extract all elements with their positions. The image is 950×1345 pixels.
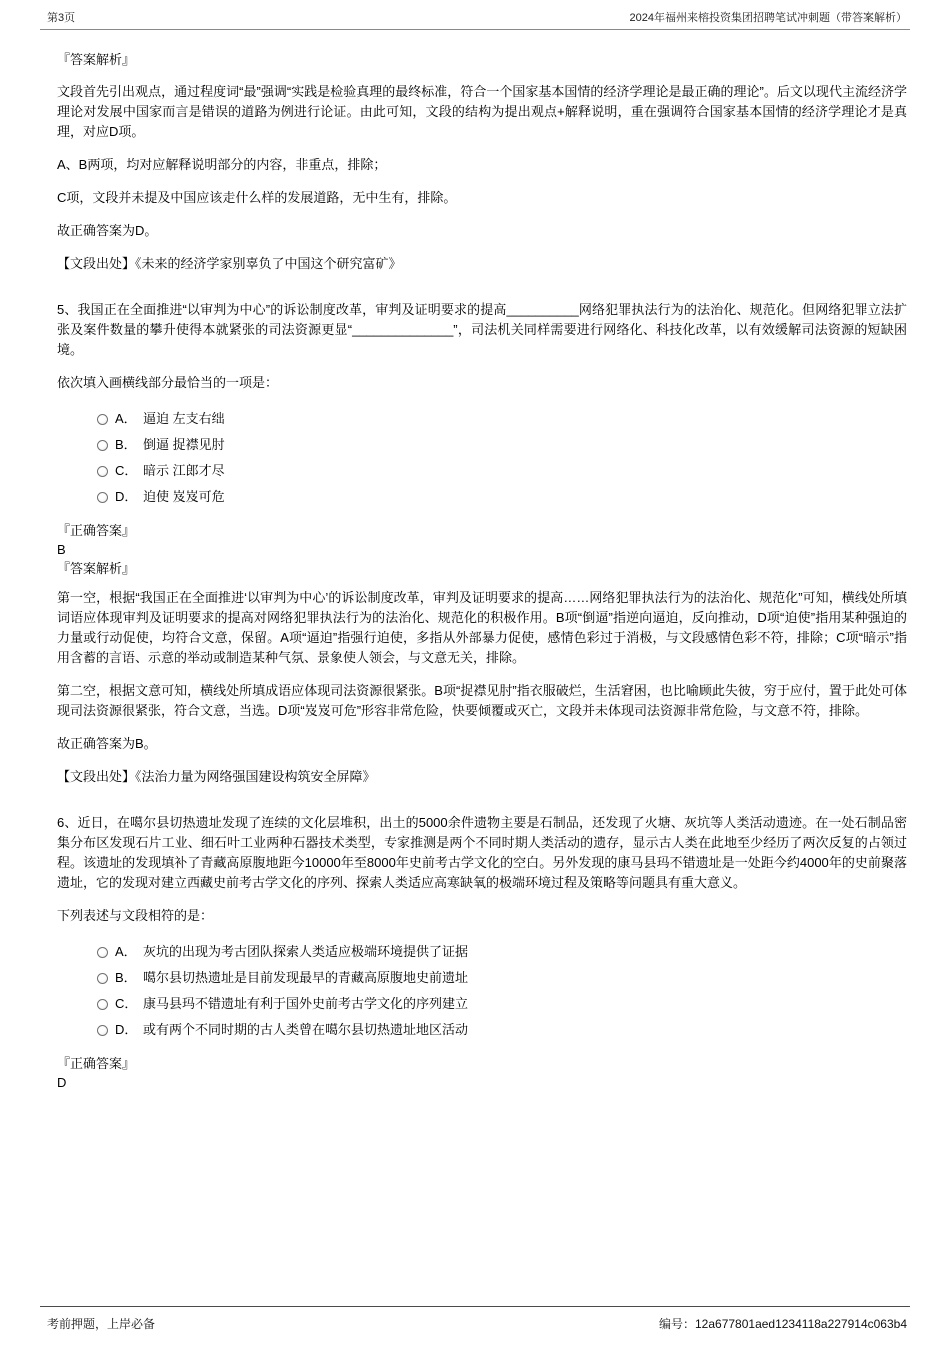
option-radio[interactable] [97,973,108,984]
option-row-d[interactable] [97,484,907,510]
source-text: 【文段出处】《法治力量为网络强国建设构筑安全屏障》 [57,769,376,784]
option-letter: D． [115,1022,138,1037]
question-6 [57,813,907,1092]
option-text: 暗示 江郎才尽 [143,463,225,478]
option-text: 康马县玛不错遗址有利于国外史前考古学文化的序列建立 [143,996,469,1011]
question-stem: 6、近日，在噶尔县切热遗址发现了连续的文化层堆积，出土的5000余件遗物主要是石制品，还发现了火塘、灰坑等人类活动遗迹。在一处石制品密集分布区发现石片工业、细石叶工业两种石器技术类型，专家推测是两个不同时期人类活动的遗存，显示古人类在此地至少经历了两次反复的占领过程。该遗址的发现填补了青藏高原腹地距今10000年至8000年史前考古学文化的空白。另外发现的康马县玛不错遗址是一处距今约4000年的史前聚落遗址，它的发现对建立西藏史前考古学文化的序列、探索人类适应高寒缺氧的极端环境过程及策略等问题具有重大意义。 [57,815,907,890]
analysis-label: 『答案解析』 [57,52,136,67]
option-letter: B． [115,970,137,985]
option-radio[interactable] [97,947,108,958]
option-letter: A． [115,944,137,959]
document-code: 编号：12a677801aed1234118a227914c063b4 [659,1317,907,1331]
analysis-paragraph: 文段首先引出观点，通过程度词“最”强调“实践是检验真理的最终标准，符合一个国家基本国情的经济学理论是最正确的理论”。后文以现代主流经济学理论对发展中国家而言是错误的道路为例进行论证。由此可知，文段的结构为提出观点+解释说明，重在强调符合国家基本国情的经济学理论才是真理，对应D项。 [57,84,907,139]
analysis-paragraph: 第一空，根据“我国正在全面推进‘以审判为中心’的诉讼制度改革，审判及证明要求的提高……网络犯罪执法行为的法治化、规范化”可知，横线处所填词语应体现审判及证明要求的提高对网络犯罪执法行为的法治化、规范化的积极作用。B项“倒逼”指逆向逼迫，反向推动，D项“迫使”指用某种强迫的力量或行动促使，均符合文意，保留。A项“逼迫”指强行迫使，多指从外部暴力促使，感情色彩过于消极，与文段感情色彩不符，排除；C项“暗示”指用含蓄的言语、示意的举动或制造某种气氛、景象使人领会，与文意无关，排除。 [57,590,907,665]
option-letter: C． [115,996,138,1011]
analysis-paragraph: C项，文段并未提及中国应该走什么样的发展道路，无中生有，排除。 [57,190,457,205]
option-row-a[interactable] [97,406,907,432]
conclusion-text: 故正确答案为B。 [57,736,157,751]
page-header [40,0,910,30]
option-radio[interactable] [97,440,108,451]
correct-answer-label: 『正确答案』 [57,1056,136,1071]
options-list [97,406,907,510]
question-prompt: 依次填入画横线部分最恰当的一项是： [57,375,279,390]
option-text: 灰坑的出现为考古团队探索人类适应极端环境提供了证据 [143,944,469,959]
correct-answer-value: B [57,542,66,557]
analysis-paragraph: A、B两项，均对应解释说明部分的内容，非重点，排除； [57,157,387,172]
option-letter: D． [115,489,138,504]
analysis-label: 『答案解析』 [57,561,136,576]
conclusion-text: 故正确答案为D。 [57,223,158,238]
correct-answer-label: 『正确答案』 [57,523,136,538]
option-row-c[interactable] [97,991,907,1017]
option-text: 倒逼 捉襟见肘 [143,437,225,452]
option-text: 或有两个不同时期的古人类曾在噶尔县切热遗址地区活动 [143,1022,469,1037]
option-radio[interactable] [97,466,108,477]
page-footer [40,1306,910,1332]
option-letter: C． [115,463,138,478]
analysis-paragraph: 第二空，根据文意可知，横线处所填成语应体现司法资源很紧张。B项“捉襟见肘”指衣服破烂，生活窘困，也比喻顾此失彼，穷于应付，置于此处可体现司法资源很紧张，符合文意，当选。D项“岌岌可危”形容非常危险，快要倾覆或灭亡，文段并未体现司法资源非常危险，与文意不符，排除。 [57,683,907,718]
option-row-a[interactable] [97,939,907,965]
option-letter: B． [115,437,137,452]
option-text: 噶尔县切热遗址是目前发现最早的青藏高原腹地史前遗址 [143,970,469,985]
option-row-b[interactable] [97,432,907,458]
page-body [0,30,950,1092]
option-radio[interactable] [97,414,108,425]
source-text: 【文段出处】《未来的经济学家别辜负了中国这个研究富矿》 [57,256,402,271]
footer-slogan: 考前押题，上岸必备 [47,1317,156,1331]
option-text: 逼迫 左支右绌 [143,411,225,426]
option-radio[interactable] [97,492,108,503]
correct-answer-value: D [57,1075,67,1090]
option-row-d[interactable] [97,1017,907,1043]
document-title: 2024年福州来榕投资集团招聘笔试冲刺题（带答案解析） [629,12,907,24]
previous-question-analysis [57,50,907,274]
option-radio[interactable] [97,999,108,1010]
option-letter: A． [115,411,137,426]
options-list [97,939,907,1043]
option-text: 迫使 岌岌可危 [143,489,225,504]
option-radio[interactable] [97,1025,108,1036]
question-stem: 5、我国正在全面推进“以审判为中心”的诉讼制度改革，审判及证明要求的提高__________网络犯罪执法行为的法治化、规范化。但网络犯罪立法扩张及案件数量的攀升使得本就紧张的司法资源更显“______________”，司法机关同样需要进行网络化、科技化改革，以有效缓解司法资源的短缺困境。 [57,302,907,357]
question-prompt: 下列表述与文段相符的是： [57,908,214,923]
option-row-b[interactable] [97,965,907,991]
question-5 [57,300,907,787]
option-row-c[interactable] [97,458,907,484]
page-number: 第3页 [47,12,76,24]
